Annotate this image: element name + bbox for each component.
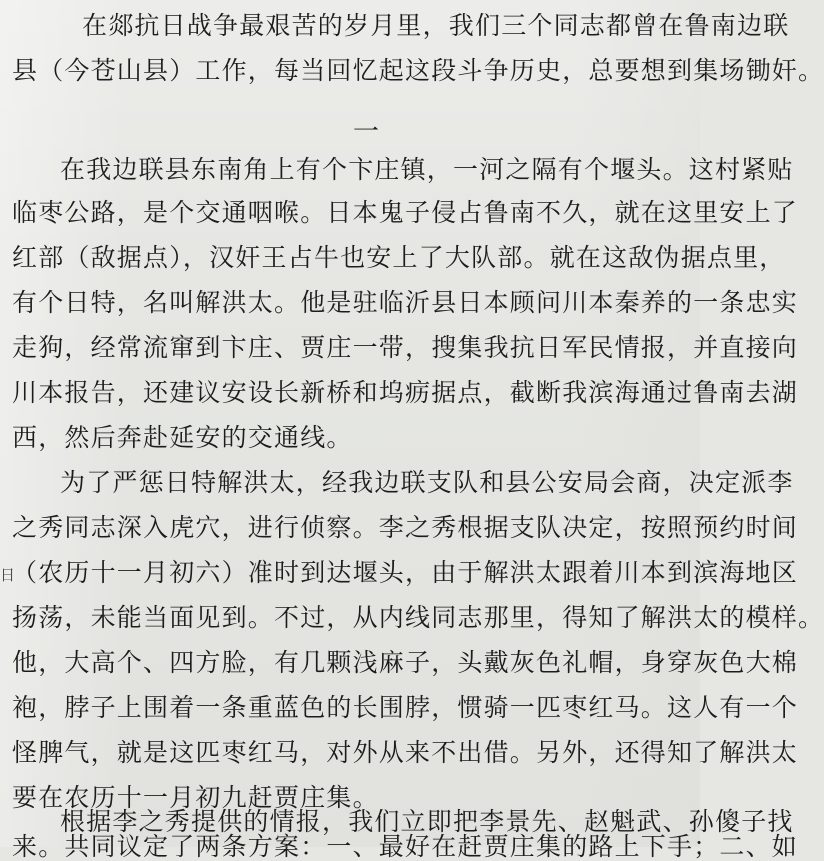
text-line-15: 袍，脖子上围着一条重蓝色的长围脖，惯骑一匹枣红马。这人有一个 [12,693,799,722]
text-line-13: 扬荡，未能当面见到。不过，从内线同志那里，得知了解洪太的模样。 [12,603,824,632]
text-line-2: 县（今苍山县）工作，每当回忆起这段斗争历史，总要想到集场锄奸。 [12,56,824,85]
text-line-19: 来。共同议定了两条方案：一、最好在赶贾庄集的路上下手；二、如 [12,832,799,861]
text-line-8: 川本报告，还建议安设长新桥和坞疬据点，截断我滨海通过鲁南去湖 [12,378,799,407]
section-number: 一 [352,117,379,147]
text-line-14: 他，大高个、四方脸，有几颗浅麻子，头戴灰色礼帽，身穿灰色大棉 [12,648,799,677]
text-line-6: 有个日特，名叫解洪太。他是驻临沂县日本顾问川本秦养的一条忠实 [12,288,799,317]
text-line-9: 西，然后奔赴延安的交通线。 [12,423,353,452]
text-line-4: 临枣公路，是个交通咽喉。日本鬼子侵占鲁南不久，就在这里安上了 [12,198,799,227]
margin-mark: 日 [0,566,16,584]
text-line-12: （农历十一月初六）准时到达堰头，由于解洪太跟着川本到滨海地区 [12,558,799,587]
text-line-18: 根据李之秀提供的情报，我们立即把李景先、赵魁武、孙傻子找 [60,807,794,836]
text-line-11: 之秀同志深入虎穴，进行侦察。李之秀根据支队决定，按照预约时间 [12,513,799,542]
ink-mark [318,386,327,402]
text-line-1: 在郯抗日战争最艰苦的岁月里，我们三个同志都曾在鲁南边联 [82,11,790,40]
text-line-7: 走狗，经常流窜到卞庄、贾庄一带，搜集我抗日军民情报，并直接向 [12,333,799,362]
text-line-17: 要在农历十一月初九赶贾庄集。 [12,783,379,812]
text-line-16: 怪脾气，就是这匹枣红马，对外从来不出借。另外，还得知了解洪太 [12,738,799,767]
text-line-3: 在我边联县东南角上有个卞庄镇，一河之隔有个堰头。这村紧贴 [60,155,794,184]
text-line-5: 红部（敌据点），汉奸王占牛也安上了大队部。就在这敌伪据点里， [12,243,786,272]
text-line-10: 为了严惩日特解洪太，经我边联支队和县公安局会商，决定派李 [60,468,794,497]
